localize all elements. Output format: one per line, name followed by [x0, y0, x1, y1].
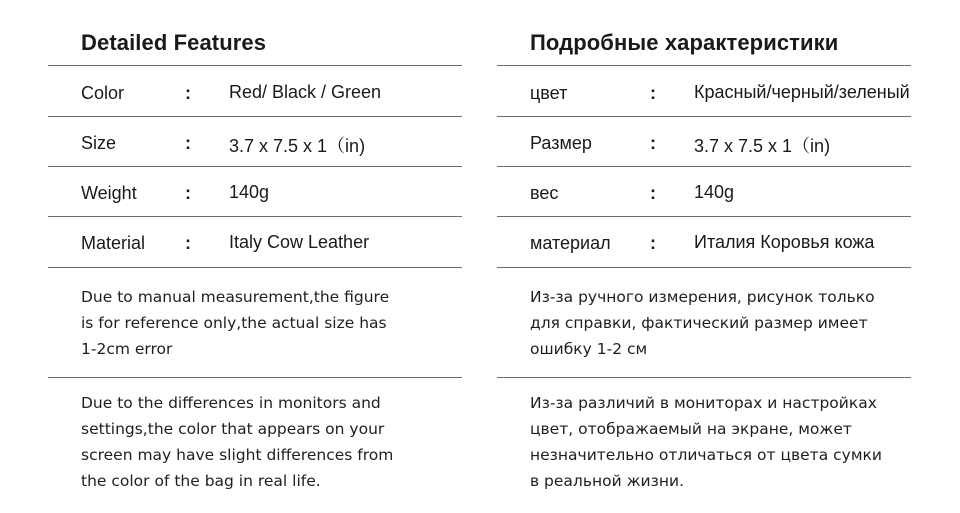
spec-separator: : — [185, 183, 191, 203]
note-line: ошибку 1-2 см — [530, 340, 648, 358]
note-line: screen may have slight differences from — [81, 446, 394, 464]
note-line: цвет, отображаемый на экране, может — [530, 420, 852, 438]
spec-value: Красный/черный/зеленый — [694, 82, 910, 102]
spec-label: вес — [530, 183, 559, 203]
spec-separator: : — [650, 83, 656, 103]
spec-label: Material — [81, 233, 146, 253]
spec-row-size — [48, 116, 462, 166]
spec-row-weight — [48, 166, 462, 216]
spec-label: материал — [530, 233, 611, 253]
note-line: Due to manual measurement,the figure — [81, 288, 390, 306]
spec-separator: : — [185, 133, 191, 153]
spec-value: Italy Cow Leather — [229, 232, 370, 252]
note-line: is for reference only,the actual size has — [81, 314, 387, 332]
spec-label: Color — [81, 83, 125, 103]
spec-label: Size — [81, 133, 117, 153]
spec-value: Италия Коровья кожа — [694, 232, 875, 252]
spec-separator: : — [650, 233, 656, 253]
spec-separator: : — [185, 83, 191, 103]
divider — [48, 377, 462, 378]
spec-value: 3.7 x 7.5 x 1（in) — [229, 136, 366, 156]
measurement-note — [530, 284, 890, 362]
color-note — [81, 390, 441, 494]
page-title: Подробные характеристики — [530, 30, 839, 55]
spec-value: 3.7 x 7.5 x 1（in) — [694, 136, 831, 156]
note-line: Из-за ручного измерения, рисунок только — [530, 288, 875, 306]
spec-separator: : — [185, 233, 191, 253]
spec-label: цвет — [530, 83, 568, 103]
spec-row-weight — [497, 166, 911, 216]
spec-value: 140g — [694, 182, 735, 202]
spec-separator: : — [650, 183, 656, 203]
spec-row-material — [48, 216, 462, 266]
spec-label: Weight — [81, 183, 137, 203]
page-title: Detailed Features — [81, 30, 267, 55]
spec-row-color — [497, 66, 911, 116]
divider — [497, 267, 911, 268]
spec-value: 140g — [229, 182, 270, 202]
spec-row-material — [497, 216, 911, 266]
note-line: 1-2cm error — [81, 340, 173, 358]
note-line: в реальной жизни. — [530, 472, 685, 490]
divider — [48, 267, 462, 268]
divider — [497, 377, 911, 378]
measurement-note — [81, 284, 441, 362]
spec-row-color — [48, 66, 462, 116]
spec-label: Размер — [530, 133, 592, 153]
note-line: Due to the differences in monitors and — [81, 394, 381, 412]
note-line: the color of the bag in real life. — [81, 472, 321, 490]
note-line: Из-за различий в мониторах и настройках — [530, 394, 877, 412]
spec-value: Red/ Black / Green — [229, 82, 382, 102]
note-line: settings,the color that appears on your — [81, 420, 385, 438]
note-line: незначительно отличаться от цвета сумки — [530, 446, 882, 464]
color-note — [530, 390, 890, 494]
spec-row-size — [497, 116, 911, 166]
note-line: для справки, фактический размер имеет — [530, 314, 868, 332]
spec-separator: : — [650, 133, 656, 153]
